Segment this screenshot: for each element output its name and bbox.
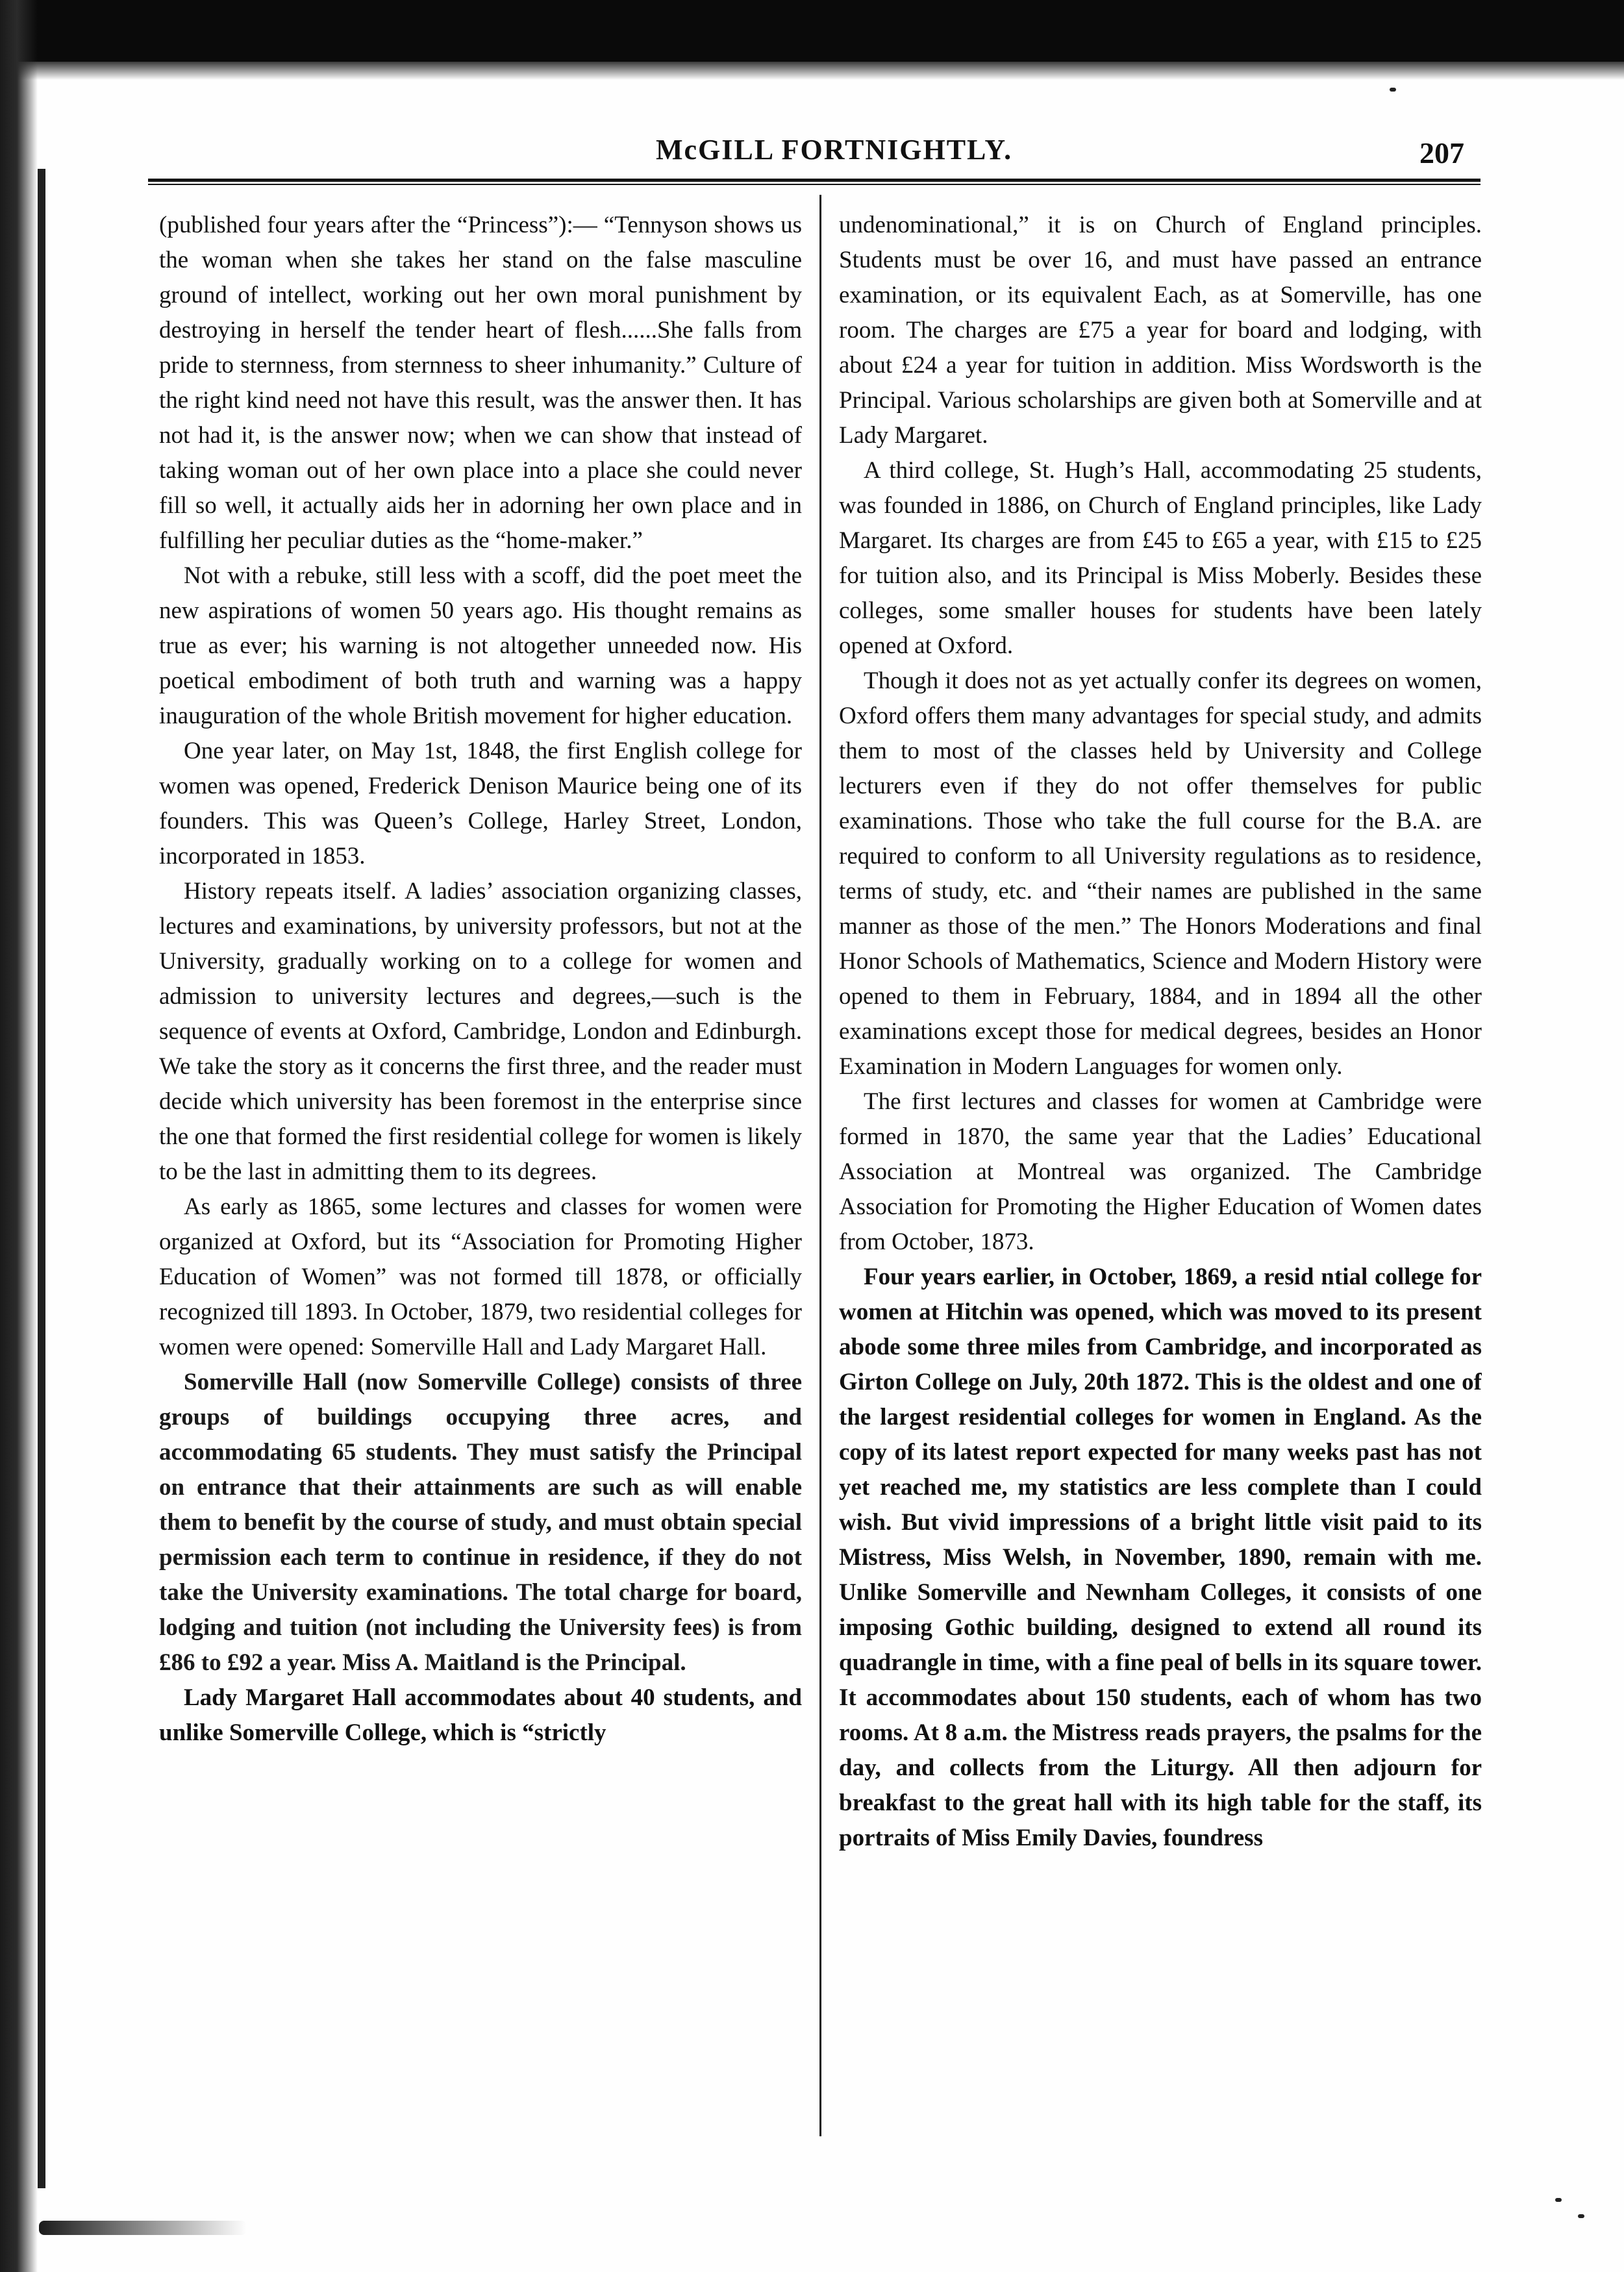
left-column	[159, 208, 802, 2130]
paragraph: Four years earlier, in October, 1869, a resid ntial college for women at Hitchin was opened, which was moved to its present abode some three miles from Cambridge, and incorporated as Girton College on July, 20th 1872. This is the oldest and one of the largest residential colleges for women in England. As the copy of its latest report expected for many weeks past has not yet reached me, my statistics are less complete than I could wish. But vivid impressions of a bright little visit paid to its Mistress, Miss Welsh, in November, 1890, remain with me. Unlike Somerville and Newnham Colleges, it consists of one imposing Gothic building, designed to extend all round its quadrangle in time, with a fine peal of bells in its square tower. It accommodates about 150 students, each of whom has two rooms. At 8 a.m. the Mistress reads prayers, the psalms for the day, and collects from the Liturgy. All then adjourn for breakfast to the great hall with its high table for the staff, its portraits of Miss Emily Davies, foundress	[839, 1264, 1482, 1851]
header-rule-thin	[148, 184, 1480, 185]
paragraph: Lady Margaret Hall accommodates about 40 students, and unlike Somerville College, which is “strictly	[159, 1684, 802, 1746]
scan-speck	[1390, 88, 1396, 92]
scan-speck	[1555, 2198, 1562, 2202]
running-head: McGILL FORTNIGHTLY.	[656, 134, 1013, 166]
scan-bottom-smudge	[39, 2221, 247, 2235]
header-rule-thick	[148, 179, 1480, 182]
paragraph: History repeats itself. A ladies’ association organizing classes, lectures and examinations, by university professors, but not at the University, gradually working on to a college for women and admission to university lectures and degrees,—such is the sequence of events at Oxford, Cambridge, London and Edinburgh. We take the story as it concerns the first three, and the reader must decide which university has been foremost in the enterprise since the one that formed the first residential college for women is likely to be the last in admitting them to its degrees.	[159, 878, 802, 1185]
scan-left-binding-mark	[38, 169, 45, 2188]
paragraph: (published four years after the “Princess”):— “Tennyson shows us the woman when she takes her stand on the false masculine ground of intellect, working out her own moral punishment by destroying in herself the tender heart of flesh......She falls from pride to sternness, from sternness to sheer inhumanity.” Culture of the right kind need not have this result, was the answer then. It has not had it, is the answer now; when we can show that instead of taking woman out of her own place into a place she could never fill so well, it actually aids her in adorning her own place and in fulfilling her peculiar duties as the “home-maker.”	[159, 212, 802, 554]
paragraph: One year later, on May 1st, 1848, the first English college for women was opened, Frederick Denison Maurice being one of its founders. This was Queen’s College, Harley Street, London, incorporated in 1853.	[159, 738, 802, 869]
page-number: 207	[1419, 136, 1464, 169]
paragraph: The first lectures and classes for women at Cambridge were formed in 1870, the same year that the Ladies’ Educational Association at Montreal was organized. The Cambridge Association for Promoting the Higher Education of Women dates from October, 1873.	[839, 1088, 1482, 1255]
paragraph: Though it does not as yet actually confer its degrees on women, Oxford offers them many advantages for special study, and admits them to most of the classes held by University and College lecturers even if they do not offer themselves for public examinations. Those who take the full course for the B.A. are required to conform to all University regulations as to residence, terms of study, etc. and “their names are published in the same manner as those of the men.” The Honors Moderations and final Honor Schools of Mathematics, Science and Modern History were opened to them in February, 1884, and in 1894 all the other examinations except those for medical degrees, besides an Honor Examination in Modern Languages for women only.	[839, 668, 1482, 1080]
paragraph: undenominational,” it is on Church of England principles. Students must be over 16, and must have passed an entrance examination, or its equivalent Each, as at Somerville, has one room. The charges are £75 a year for board and lodging, with about £24 a year for tuition in addition. Miss Wordsworth is the Principal. Various scholarships are given both at Somerville and at Lady Margaret.	[839, 212, 1482, 449]
scan-top-border	[0, 0, 1624, 62]
paragraph: As early as 1865, some lectures and classes for women were organized at Oxford, but its “Association for Promoting Higher Education of Women” was not formed till 1878, or officially recognized till 1893. In October, 1879, two residential colleges for women were opened: Somerville Hall and Lady Margaret Hall.	[159, 1193, 802, 1360]
paragraph: A third college, St. Hugh’s Hall, accommodating 25 students, was founded in 1886, on Church of England principles, like Lady Margaret. Its charges are from £45 to £65 a year, with £15 to £25 for tuition also, and its Principal is Miss Moberly. Besides these colleges, some smaller houses for students have been lately opened at Oxford.	[839, 457, 1482, 659]
right-column	[839, 208, 1482, 2130]
column-divider	[819, 195, 821, 2136]
scan-top-shadow	[0, 62, 1624, 80]
scan-left-border	[0, 0, 38, 2272]
paragraph: Not with a rebuke, still less with a scoff, did the poet meet the new aspirations of women 50 years ago. His thought remains as true as ever; his warning is not altogether unneeded now. His poetical embodiment of both truth and warning was a happy inauguration of the whole British movement for higher education.	[159, 562, 802, 729]
paragraph: Somerville Hall (now Somerville College) consists of three groups of buildings occupying three acres, and accommodating 65 students. They must satisfy the Principal on entrance that their attainments are such as will enable them to benefit by the course of study, and must obtain special permission each term to continue in residence, if they do not take the University examinations. The total charge for board, lodging and tuition (not including the University fees) is from £86 to £92 a year. Miss A. Maitland is the Principal.	[159, 1369, 802, 1676]
page-header	[149, 133, 1480, 179]
scan-speck	[1578, 2214, 1584, 2218]
